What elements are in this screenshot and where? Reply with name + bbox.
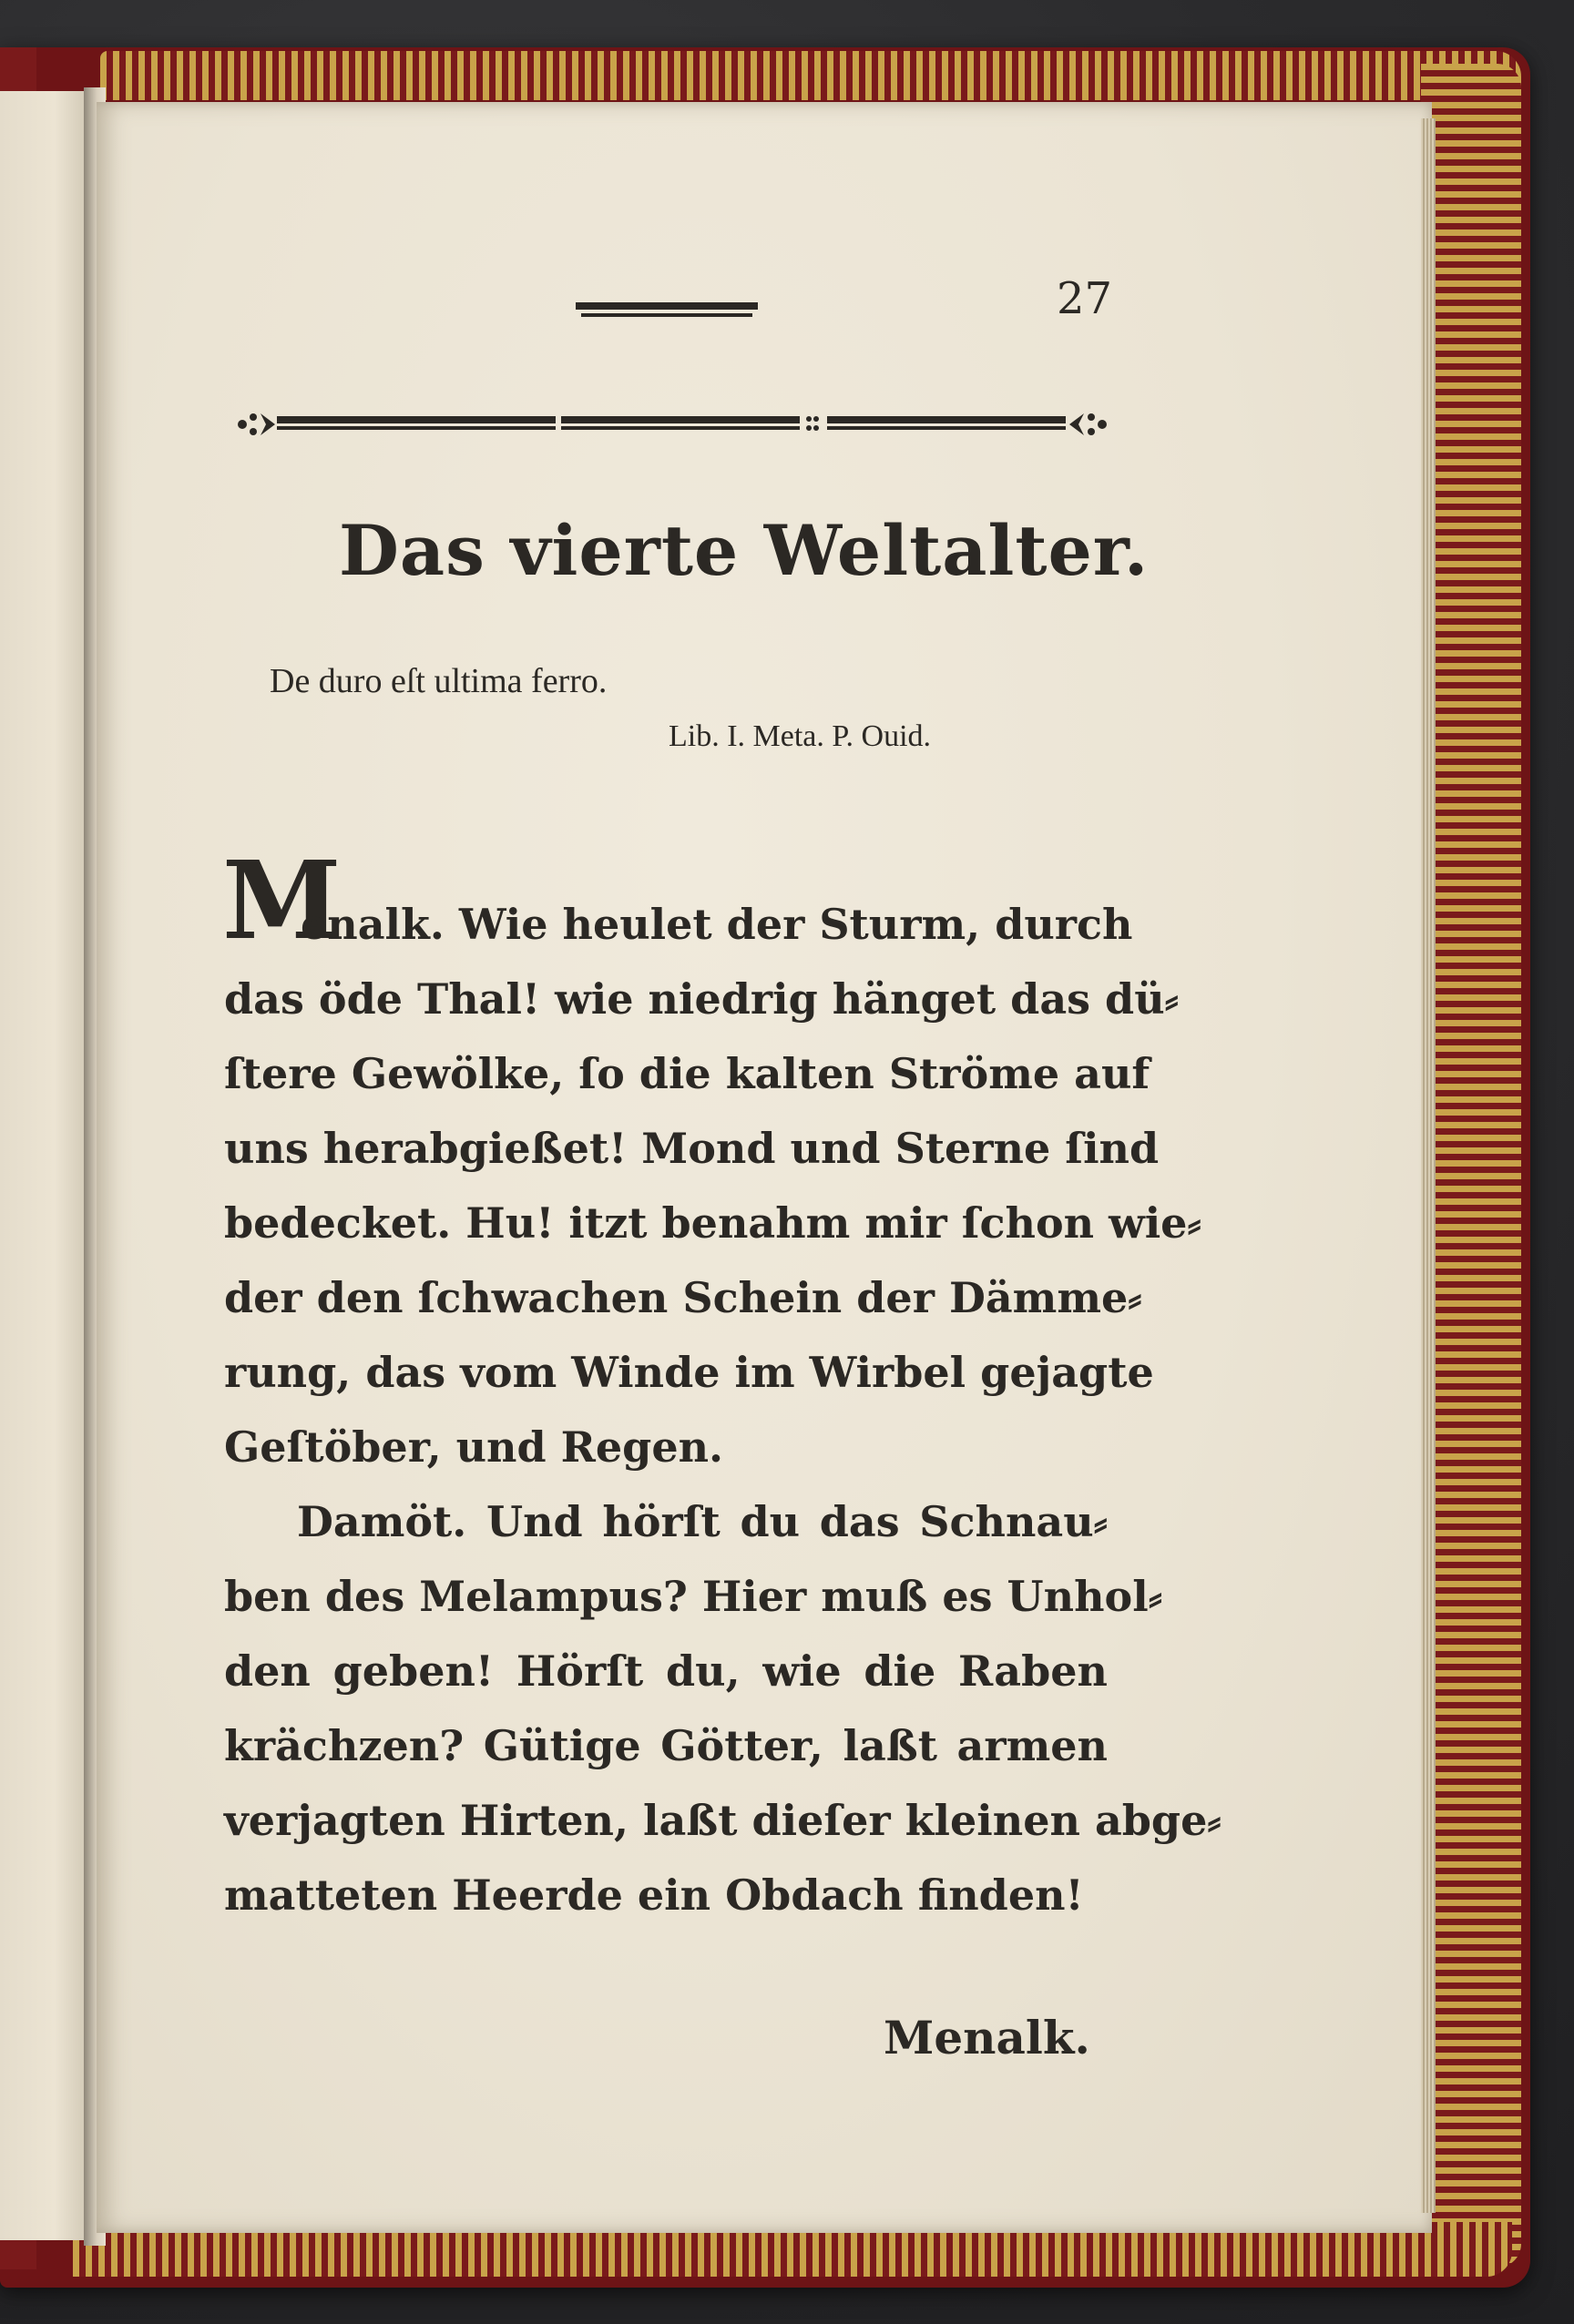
text-line: uns herabgießet! Mond und Sterne ſind	[224, 1124, 1160, 1173]
text-line: enalk. Wie heulet der Sturm, durch	[301, 900, 1133, 949]
text-line: das öde Thal! wie niedrig hänget das dü⸗	[224, 974, 1179, 1024]
text-line: Geſtöber, und Regen.	[224, 1422, 724, 1472]
chapter-title: Das vierte Weltalter.	[339, 510, 1150, 591]
text-line: matteten Heerde ein Obdach finden!	[224, 1870, 1084, 1920]
text-line: rung, das vom Winde im Wirbel gejagte	[224, 1348, 1154, 1397]
text-line: den geben! Hörſt du, wie die Raben	[224, 1646, 1108, 1696]
motto: De duro eſt ultima ferro.	[270, 662, 608, 700]
text-line: der den ſchwachen Schein der Dämme⸗	[224, 1273, 1142, 1322]
text-line: ben des Melampus? Hier muß es Unhol⸗	[224, 1572, 1163, 1621]
head-rule	[576, 301, 758, 322]
drop-cap: M	[222, 837, 342, 963]
cover-gilt-right	[1421, 64, 1521, 2268]
text-line: Damöt. Und hörſt du das Schnau⸗	[297, 1497, 1108, 1546]
page-edges	[1421, 118, 1436, 2213]
text-line: ſtere Gewölke, ſo die kalten Ströme auf	[224, 1049, 1150, 1098]
cover-gilt-top	[100, 51, 1521, 100]
text-line: verjagten Hirten, laßt dieſer kleinen abge⸗	[224, 1796, 1221, 1845]
ornament-rule	[233, 406, 1111, 443]
catchword: Menalk.	[884, 2011, 1090, 2064]
motto-source: Lib. I. Meta. P. Ouid.	[669, 719, 932, 753]
previous-page	[0, 91, 91, 2240]
text-line: bedecket. Hu! itzt benahm mir ſchon wie⸗	[224, 1198, 1201, 1248]
page-number: 27	[1057, 273, 1113, 324]
text-line: krächzen? Gütige Götter, laßt armen	[224, 1721, 1108, 1770]
